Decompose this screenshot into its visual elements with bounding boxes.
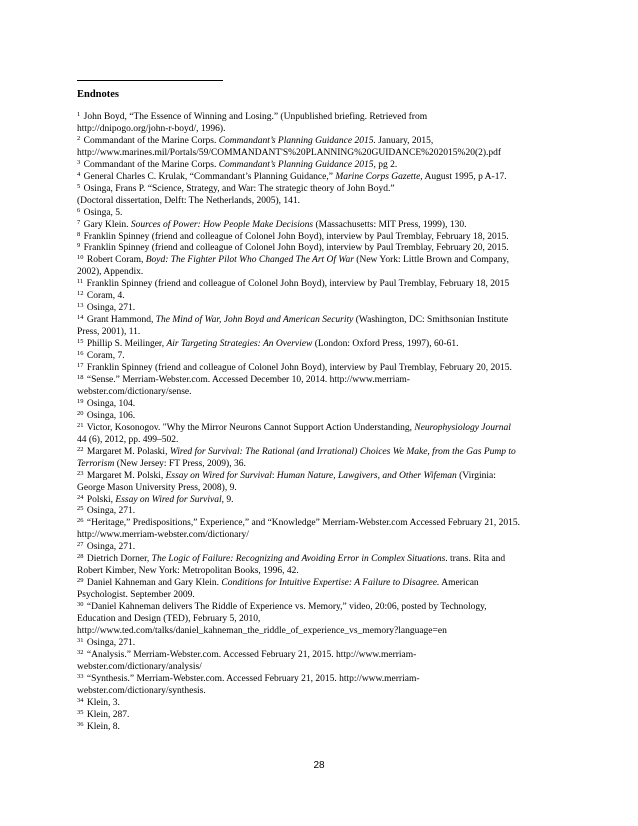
endnote-text: (Virginia: [456, 470, 496, 481]
endnote-text: Grant Hammond, [86, 315, 156, 326]
endnote-line [77, 160, 577, 172]
endnotes-heading: Endnotes [77, 89, 120, 100]
endnote-number: 17 [77, 362, 84, 370]
endnote-text: Klein, 287. [86, 709, 130, 720]
endnote [77, 291, 577, 303]
endnote-line [77, 411, 577, 423]
endnote-text: http://www.marines.mil/Portals/59/COMMANDANT'S%20PLANNING%20GUIDANCE%202015%20(2).pdf [77, 147, 502, 158]
endnote-text: Commandant of the Marine Corps. [83, 135, 219, 146]
endnote-number: 14 [77, 314, 84, 322]
endnote-line [77, 112, 577, 124]
endnote-line [77, 232, 577, 244]
endnote-line [77, 530, 577, 542]
endnote-line [77, 459, 577, 471]
endnote-line [77, 554, 577, 566]
endnote-number: 1 [77, 111, 81, 118]
endnote-number: 28 [77, 553, 84, 561]
endnote-text: http://dnipogo.org/john-r-boyd/, 1996). [77, 123, 226, 134]
endnote-text: Press, 2001), 11. [77, 327, 141, 338]
endnote-text: webster.com/dictionary/analysis/ [77, 661, 202, 672]
endnote-number: 30 [77, 601, 84, 609]
endnote-number: 3 [77, 158, 81, 166]
endnote-text: (New Jersey: FT Press, 2009), 36. [114, 458, 246, 469]
endnote-text: General Charles C. Krulak, “Commandant’s Planning Guidance,” [83, 171, 336, 182]
endnote-text: Osinga, 106. [86, 410, 136, 421]
endnote-number: 20 [77, 409, 84, 417]
endnote-text: Margaret M. Polaski, [86, 446, 170, 457]
endnote-line [77, 315, 577, 327]
endnote-text: “Analysis.” Merriam-Webster.com. Accessed February 21, 2015. http://www.merriam- [86, 649, 417, 660]
endnote-line [77, 590, 577, 602]
endnote-text: pg 2. [375, 159, 398, 170]
endnote-text: Osinga, 5. [83, 207, 123, 218]
endnote-text: Phillip S. Meilinger, [86, 339, 167, 350]
endnote-number: 12 [77, 290, 84, 298]
endnote-number: 9 [77, 242, 81, 250]
endnote [77, 220, 577, 232]
endnote-italic-title: Conditions for Intuitive Expertise: A Failure to Disagree. [221, 578, 440, 589]
endnote-line [77, 518, 577, 530]
endnote [77, 232, 577, 244]
endnote-line [77, 626, 577, 638]
endnote-text: Osinga, 271. [86, 303, 136, 314]
endnote-text: webster.com/dictionary/sense. [77, 386, 192, 397]
endnote-text: http://www.ted.com/talks/daniel_kahneman_the_riddle_of_experience_vs_memory?language=en [77, 625, 447, 636]
endnote-number: 18 [77, 373, 84, 381]
endnote [77, 375, 577, 399]
endnote-line [77, 148, 577, 160]
endnote-text: Klein, 8. [86, 721, 120, 732]
endnote-text: “Synthesis.” Merriam-Webster.com. Accessed February 21, 2015. http://www.merriam- [86, 673, 420, 684]
endnote-italic-title: Essay on Wired for Survival [115, 494, 222, 505]
endnote [77, 447, 577, 471]
endnote-text: . trans. Rita and [445, 554, 506, 565]
endnote [77, 112, 577, 136]
endnote-text: John Boyd, “The Essence of Winning and Losing.” (Unpublished briefing. Retrieved from [83, 112, 428, 122]
endnote [77, 638, 577, 650]
endnote-line [77, 423, 577, 435]
endnote-number: 31 [77, 636, 84, 644]
endnote [77, 674, 577, 698]
endnote [77, 399, 577, 411]
endnote-line [77, 495, 577, 507]
endnote-line [77, 255, 577, 267]
endnote-text: Franklin Spinney (friend and colleague of Colonel John Boyd), interview by Paul Tremblay, February 18, 2015 [86, 279, 510, 290]
endnote-number: 32 [77, 648, 84, 656]
endnote-number: 24 [77, 493, 84, 501]
endnote-number: 27 [77, 541, 84, 549]
endnote [77, 542, 577, 554]
endnote [77, 315, 577, 339]
endnote-number: 34 [77, 696, 84, 704]
endnote-line [77, 578, 577, 590]
endnote-line [77, 387, 577, 399]
endnote-text: Commandant of the Marine Corps. [83, 159, 219, 170]
endnote-italic-title: Commandant’s Planning Guidance 2015. [218, 135, 376, 146]
endnote-text: Osinga, 271. [86, 506, 136, 517]
endnote-text: “Sense.” Merriam-Webster.com. Accessed December 10, 2014. http://www.merriam- [86, 374, 410, 385]
endnote-number: 36 [77, 720, 84, 728]
endnote-text: Coram, 4. [86, 291, 125, 302]
endnote-text: Dietrich Dorner, [86, 554, 152, 565]
endnote [77, 578, 577, 602]
endnote-number: 22 [77, 445, 84, 453]
endnote-line [77, 196, 577, 208]
endnote-italic-title: The Mind of War, John Boyd and American Security [155, 315, 354, 326]
endnote-line [77, 542, 577, 554]
endnote-number: 16 [77, 350, 84, 358]
endnote-line [77, 399, 577, 411]
endnote-text: Coram, 7. [86, 351, 125, 362]
endnote-text: , 9. [221, 494, 234, 505]
endnote-number: 19 [77, 397, 84, 405]
endnote-line [77, 447, 577, 459]
endnote-line [77, 208, 577, 220]
endnote-italic-title: Wired for Survival: The Rational (and Irrational) Choices We Make, from the Gas Pump to [169, 446, 516, 457]
endnote-italic-title: Air Targeting Strategies: An Overview [166, 339, 313, 350]
endnote [77, 602, 577, 638]
endnote-text: webster.com/dictionary/synthesis. [77, 685, 206, 696]
endnote-text: (New York: Little Brown and Company, [353, 255, 509, 266]
endnote-text: Robert Kimber, New York: Metropolitan Books, 1996, 42. [77, 566, 299, 577]
endnote-line [77, 279, 577, 291]
endnote-number: 2 [77, 134, 81, 142]
endnote-text: http://www.merriam-webster.com/dictionary/ [77, 530, 249, 541]
endnote-line [77, 303, 577, 315]
endnote [77, 303, 577, 315]
endnote-line [77, 172, 577, 184]
endnote-line [77, 124, 577, 136]
endnote-text: Klein, 3. [86, 697, 120, 708]
endnote-line [77, 243, 577, 255]
endnote-text: , August 1995, p A-17. [420, 171, 507, 182]
endnote-text: Osinga, Frans P. “Science, Strategy, and War: The strategic theory of John Boyd.” [83, 183, 395, 194]
endnote-number: 8 [77, 230, 81, 238]
endnote-line [77, 686, 577, 698]
endnote [77, 554, 577, 578]
endnote [77, 243, 577, 255]
endnote [77, 506, 577, 518]
endnote-text: Robert Coram, [86, 255, 146, 266]
endnote-line [77, 710, 577, 722]
endnote-text: (Massachusetts: MIT Press, 1999), 130. [313, 219, 467, 230]
endnote-text: Education and Design (TED), February 5, 2010, [77, 614, 261, 625]
endnote-text: Polski, [86, 494, 116, 505]
endnote-text: Franklin Spinney (friend and colleague of Colonel John Boyd), interview by Paul Tremblay, February 20, 2015. [86, 363, 512, 374]
endnote-number: 4 [77, 170, 81, 178]
endnote-line [77, 722, 577, 734]
endnote-italic-title: Commandant’s Planning Guidance 2015, [218, 159, 376, 170]
endnote-italic-title: Terrorism [77, 458, 115, 469]
endnote-text: Psychologist. September 2009. [77, 590, 195, 601]
endnote-text: (Doctoral dissertation, Delft: The Netherlands, 2005), 141. [77, 195, 301, 206]
endnote [77, 208, 577, 220]
endnote-number: 13 [77, 302, 84, 310]
endnote [77, 423, 577, 447]
endnote-line [77, 184, 577, 196]
endnote-line [77, 327, 577, 339]
endnote-number: 33 [77, 672, 84, 680]
endnote [77, 650, 577, 674]
endnote-text: Daniel Kahneman and Gary Klein. [86, 578, 222, 589]
endnote [77, 722, 577, 734]
endnote-text: “Daniel Kahneman delivers The Riddle of Experience vs. Memory,” video, 20:06, posted by Technology, [86, 602, 487, 613]
endnote-line [77, 339, 577, 351]
endnote-number: 21 [77, 421, 84, 429]
endnote-line [77, 220, 577, 232]
page-number: 28 [313, 760, 325, 771]
endnote-line [77, 471, 577, 483]
endnote [77, 339, 577, 351]
endnote-text: George Mason University Press, 2008), 9. [77, 482, 237, 493]
endnote-number: 6 [77, 206, 81, 214]
endnote-number: 25 [77, 505, 84, 513]
endnote-line [77, 267, 577, 279]
endnote-number: 29 [77, 577, 84, 585]
endnote [77, 363, 577, 375]
endnote-line [77, 638, 577, 650]
endnote [77, 471, 577, 495]
endnote [77, 698, 577, 710]
endnote-line [77, 435, 577, 447]
endnote-number: 7 [77, 218, 81, 226]
endnote-line [77, 698, 577, 710]
endnote-number: 35 [77, 708, 84, 716]
endnote-text: Franklin Spinney (friend and colleague of Colonel John Boyd), interview by Paul Tremblay, February 20, 2015. [83, 243, 509, 254]
endnote-italic-title: Marine Corps Gazette [335, 171, 421, 182]
endnote-text: Gary Klein. [83, 219, 131, 230]
endnote [77, 495, 577, 507]
endnote-number: 26 [77, 517, 84, 525]
endnote-text: Margaret M. Polski, [86, 470, 166, 481]
endnote [77, 172, 577, 184]
endnote-text: “Heritage,” Predispositions,” Experience,” and “Knowledge” Merriam-Webster.com Accessed February 21, 2015. [86, 518, 521, 529]
endnote-line [77, 483, 577, 495]
endnote-number: 11 [77, 278, 84, 286]
endnote-line [77, 566, 577, 578]
endnote-line [77, 351, 577, 363]
endnote [77, 279, 577, 291]
endnote [77, 136, 577, 160]
endnote-text: American [439, 578, 479, 589]
endnote-text: 44 (6), 2012, pp. 499–502. [77, 434, 179, 445]
endnote-line [77, 291, 577, 303]
endnote-text: (London: Oxford Press, 1997), 60-61. [312, 339, 459, 350]
endnote-line [77, 375, 577, 387]
endnote-text: 2002), Appendix. [77, 267, 144, 278]
endnote-italic-title: Essay on Wired for Survival [165, 470, 272, 481]
endnote-text: Osinga, 104. [86, 398, 136, 409]
endnote-italic-title: The Logic of Failure: Recognizing and Avoiding Error in Complex Situations [151, 554, 446, 565]
endnote-text: Franklin Spinney (friend and colleague of Colonel John Boyd), interview by Paul Tremblay, February 18, 2015. [83, 231, 509, 242]
endnote-text: Osinga, 271. [86, 542, 136, 553]
endnote [77, 351, 577, 363]
endnote-separator-rule [77, 80, 223, 81]
endnote-line [77, 602, 577, 614]
endnote-line [77, 506, 577, 518]
endnote-number: 23 [77, 469, 84, 477]
endnote-line [77, 662, 577, 674]
endnote-text: : [271, 470, 277, 481]
endnotes-list [77, 112, 577, 734]
endnote [77, 518, 577, 542]
endnote [77, 160, 577, 172]
endnote-number: 15 [77, 338, 84, 346]
endnote-italic-title: Sources of Power: How People Make Decisions [130, 219, 314, 230]
endnote-line [77, 136, 577, 148]
endnote-line [77, 650, 577, 662]
endnote [77, 710, 577, 722]
endnote-text: Osinga, 271. [86, 637, 136, 648]
endnote-text: January, 2015, [375, 135, 434, 146]
endnote [77, 411, 577, 423]
endnote [77, 184, 577, 208]
endnote-text: Victor, Kosonogov. "Why the Mirror Neurons Cannot Support Action Understanding, [86, 422, 415, 433]
endnote-italic-title: Boyd: The Fighter Pilot Who Changed The Art Of War [145, 255, 354, 266]
endnote-number: 5 [77, 182, 81, 190]
endnote-number: 10 [77, 254, 84, 262]
endnote-italic-title: Neurophysiology Journal [414, 422, 511, 433]
endnote-line [77, 363, 577, 375]
endnote-line [77, 674, 577, 686]
endnote [77, 255, 577, 279]
endnote-line [77, 614, 577, 626]
endnote-text: (Washington, DC: Smithsonian Institute [353, 315, 509, 326]
endnote-italic-title: Human Nature, Lawgivers, and Other Wifeman [276, 470, 457, 481]
